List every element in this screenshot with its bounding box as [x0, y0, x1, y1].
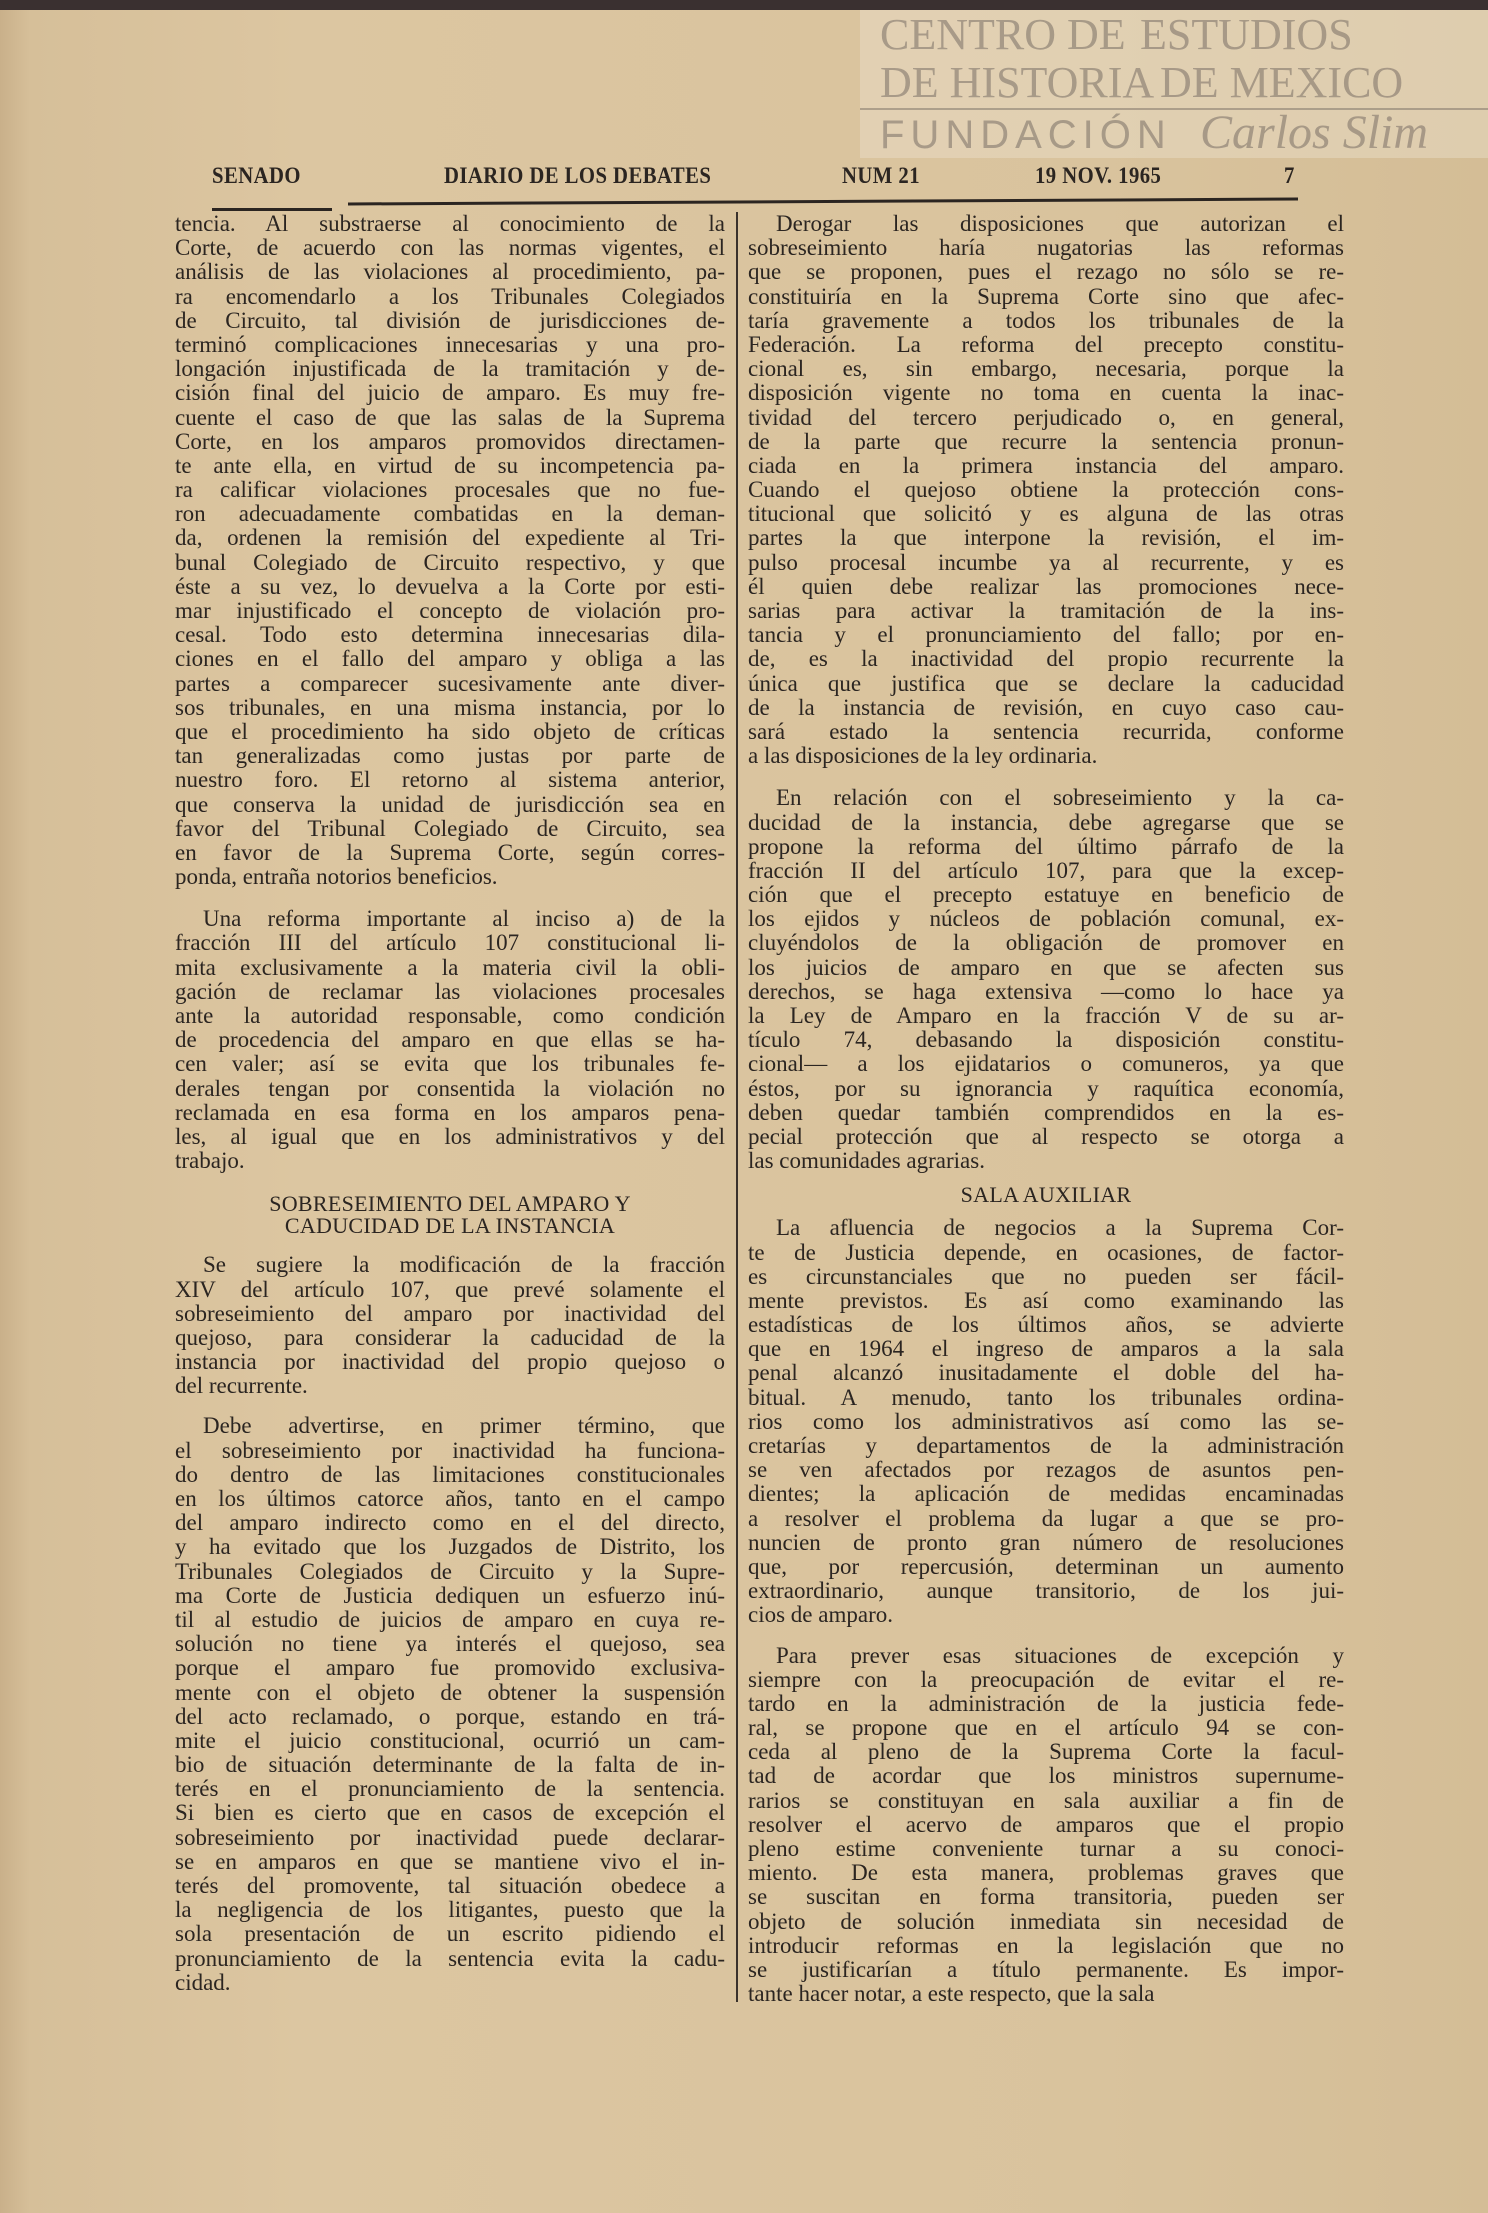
text-line: cesal. Todo esto determina innecesarias dila-: [175, 622, 725, 648]
text-line: ra encomendarlo a los Tribunales Colegiados: [175, 283, 725, 309]
text-line: pecial protección que al respecto se otorga a: [748, 1123, 1344, 1149]
text-line: tividad del tercero perjudicado o, en general,: [748, 404, 1344, 430]
text-line: tan generalizadas como justas por parte de: [175, 743, 725, 769]
header-number: NUM 21: [842, 163, 921, 188]
text-line: terés del promovente, tal situación obedece a: [175, 1873, 725, 1898]
text-line: Se sugiere la modificación de la fracción: [203, 1252, 725, 1278]
text-line: sos tribunales, en una misma instancia, por lo: [175, 694, 725, 720]
section-heading: [748, 1184, 1344, 1206]
text-line: tante hacer notar, a este respecto, que la sala: [748, 1981, 1155, 2007]
text-line: del acto reclamado, o porque, estando en trá-: [175, 1703, 725, 1729]
text-line: sarias para activar la tramitación de la ins-: [748, 598, 1344, 623]
text-line: partes a comparecer sucesivamente ante diver-: [175, 670, 725, 696]
text-line: En relación con el sobreseimiento y la ca-: [776, 785, 1344, 811]
text-line: tículo 74, debasando la disposición constitu-: [748, 1027, 1344, 1053]
text-line: disposición vigente no toma en cuenta la inac-: [748, 380, 1344, 406]
text-line: del amparo indirecto como en el del directo,: [175, 1510, 725, 1536]
text-line: en favor de la Suprema Corte, según corres-: [175, 839, 725, 865]
text-line: sobreseimiento haría nugatorias las reformas: [748, 235, 1344, 261]
text-line: Una reforma importante al inciso a) de la: [203, 906, 725, 932]
right-column: [748, 212, 1344, 2017]
text-line: éstos, por su ignorancia y raquítica economía,: [748, 1075, 1344, 1101]
text-line: mente previstos. Es así como examinando las: [748, 1287, 1344, 1313]
text-line: que se proponen, pues el rezago no sólo se re-: [748, 259, 1344, 285]
text-line: bunal Colegiado de Circuito respectivo, y que: [175, 549, 725, 575]
text-line: la negligencia de los litigantes, puesto que la: [175, 1897, 725, 1923]
text-line: penal alcanzó inusitadamente el doble del ha-: [748, 1360, 1344, 1386]
header-section: SENADO: [212, 163, 301, 188]
text-line: Tribunales Colegiados de Circuito y la Supre-: [175, 1558, 725, 1584]
text-line: mita exclusivamente a la materia civil la obli-: [175, 954, 725, 980]
text-line: porque el amparo fue promovido exclusiva-: [175, 1655, 725, 1681]
text-line: extraordinario, aunque transitorio, de los jui-: [748, 1578, 1344, 1604]
text-line: do dentro de las limitaciones constitucionales: [175, 1461, 725, 1487]
text-line: el sobreseimiento por inactividad ha funciona-: [175, 1437, 725, 1463]
text-line: cuente el caso de que las salas de la Suprema: [175, 404, 725, 430]
text-line: ron adecuadamente combatidas en la deman-: [175, 501, 725, 527]
text-line: del recurrente.: [175, 1373, 308, 1399]
text-line: rarios se constituyan en sala auxiliar a fin de: [748, 1787, 1344, 1813]
text-line: cional— a los ejidatarios o comuneros, ya que: [748, 1051, 1344, 1077]
text-line: cidad.: [175, 1969, 231, 1995]
paragraph: [175, 212, 725, 889]
header-date: 19 NOV. 1965: [1035, 163, 1162, 188]
text-line: cluyéndolos de la obligación de promover en: [748, 930, 1344, 956]
text-line: él quien debe realizar las promociones nece-: [748, 573, 1344, 599]
scan-edge: [0, 0, 1488, 10]
paragraph: [175, 907, 725, 1173]
text-line: los ejidos y núcleos de población comunal, ex-: [748, 906, 1344, 932]
text-line: XIV del artículo 107, que prevé solamente el: [175, 1276, 725, 1302]
text-line: Corte, en los amparos promovidos directamen-: [175, 428, 725, 454]
text-line: en los últimos catorce años, tanto en el campo: [175, 1486, 725, 1511]
text-line: siempre con la preocupación de evitar el re-: [748, 1666, 1344, 1692]
text-line: cretarías y departamentos de la administración: [748, 1433, 1344, 1458]
text-line: a las disposiciones de la ley ordinaria.: [748, 743, 1098, 769]
text-line: ral, se propone que en el artículo 94 se con-: [748, 1715, 1344, 1741]
text-line: Derogar las disposiciones que autorizan el: [776, 211, 1344, 236]
paragraph: [748, 1644, 1344, 2007]
header-publication: DIARIO DE LOS DEBATES: [444, 163, 712, 188]
text-line: Federación. La reforma del precepto constitu-: [748, 331, 1344, 357]
text-line: la Ley de Amparo en la fracción V de su ar-: [748, 1003, 1344, 1028]
text-line: mite el juicio constitucional, ocurrió un cam-: [175, 1727, 725, 1753]
text-line: solución no tiene ya interés el quejoso, sea: [175, 1631, 725, 1657]
text-line: gación de reclamar las violaciones procesales: [175, 978, 725, 1004]
left-column: [175, 212, 725, 2006]
text-line: Si bien es cierto que en casos de excepción el: [175, 1800, 725, 1826]
text-line: que en 1964 el ingreso de amparos a la sala: [748, 1336, 1344, 1362]
text-line: y ha evitado que los Juzgados de Distrito, los: [175, 1534, 725, 1560]
text-line: resolver el acervo de amparos que el propio: [748, 1811, 1344, 1837]
text-line: de la parte que recurre la sentencia pronun-: [748, 428, 1344, 454]
text-line: tad de acordar que los ministros supernume-: [748, 1763, 1344, 1789]
text-line: Corte, de acuerdo con las normas vigentes, el: [175, 235, 725, 261]
text-line: se en amparos en que se mantiene vivo el in-: [175, 1848, 725, 1874]
text-line: pleno estime conveniente turnar a su conoci-: [748, 1836, 1344, 1861]
text-line: rios como los administrativos así como las se-: [748, 1408, 1344, 1434]
text-line: derechos, se haga extensiva —como lo hace ya: [748, 978, 1344, 1004]
text-line: única que justifica que se declare la caducidad: [748, 670, 1344, 696]
text-line: éste a su vez, lo devuelva a la Corte por esti-: [175, 573, 725, 599]
text-line: longación injustificada de la tramitación y de-: [175, 356, 725, 382]
text-line: instancia por inactividad del propio quejoso o: [175, 1349, 725, 1375]
text-line: ma Corte de Justicia dediquen un esfuerzo inú-: [175, 1582, 725, 1608]
text-line: Cuando el quejoso obtiene la protección cons-: [748, 477, 1344, 503]
text-line: tardo en la administración de la justicia fede-: [748, 1690, 1344, 1716]
text-line: sobreseimiento por inactividad puede declarar-: [175, 1824, 725, 1850]
text-line: da, ordenen la remisión del expediente al Tri-: [175, 525, 725, 551]
text-line: cios de amparo.: [748, 1602, 893, 1628]
watermark-line-2: ESTUDIOS: [1140, 10, 1353, 59]
text-line: introducir reformas en la legislación que no: [748, 1932, 1344, 1958]
text-line: partes la que interpone la revisión, el im-: [748, 525, 1344, 551]
text-line: de Circuito, tal división de jurisdicciones de-: [175, 307, 725, 333]
text-line: La afluencia de negocios a la Suprema Cor-: [776, 1215, 1344, 1241]
text-line: fracción III del artículo 107 constitucional li-: [175, 930, 725, 956]
text-line: que, por repercusión, determinan un aumento: [748, 1553, 1344, 1579]
text-line: estadísticas de los últimos años, se advierte: [748, 1312, 1344, 1338]
text-line: ante la autoridad responsable, como condición: [175, 1003, 725, 1028]
text-line: propone la reforma del último párrafo de la: [748, 833, 1344, 859]
text-line: se justificarían a título permanente. Es impor-: [748, 1956, 1344, 1982]
text-line: ra calificar violaciones procesales que no fue-: [175, 477, 725, 503]
text-line: bio de situación determinante de la falta de in-: [175, 1752, 725, 1778]
text-line: ceda al pleno de la Suprema Corte la facul-: [748, 1739, 1344, 1765]
text-line: de la instancia de revisión, en cuyo caso cau-: [748, 694, 1344, 720]
text-line: a resolver el problema da lugar a que se pro-: [748, 1505, 1344, 1531]
heading-line: SALA AUXILIAR: [960, 1182, 1132, 1208]
text-line: nuestro foro. El retorno al sistema anterior,: [175, 767, 725, 793]
text-line: derales tengan por consentida la violación no: [175, 1075, 725, 1101]
paragraph: [748, 786, 1344, 1173]
text-line: objeto de solución inmediata sin necesidad de: [748, 1908, 1344, 1934]
text-line: tencia. Al substraerse al conocimiento de la: [175, 211, 725, 236]
text-line: taría gravemente a todos los tribunales de la: [748, 307, 1344, 333]
text-line: dientes; la aplicación de medidas encaminadas: [748, 1481, 1344, 1507]
text-line: pronunciamiento de la sentencia evita la cadu-: [175, 1945, 725, 1971]
text-line: te ante ella, en virtud de su incompetencia pa-: [175, 452, 725, 478]
text-line: miento. De esta manera, problemas graves que: [748, 1860, 1344, 1886]
text-line: que conserva la unidad de jurisdicción sea en: [175, 791, 725, 817]
text-line: pulso procesal incumbe ya al recurrente, y es: [748, 549, 1344, 575]
heading-line: SOBRESEIMIENTO DEL AMPARO Y: [269, 1191, 631, 1217]
paragraph: [748, 212, 1344, 768]
text-line: til al estudio de juicios de amparo en cuya re-: [175, 1606, 725, 1632]
column-divider: [736, 212, 738, 2002]
text-line: cional es, sin embargo, necesaria, porque la: [748, 356, 1344, 382]
watermark-signature: Carlos Slim: [1200, 106, 1429, 159]
text-line: mente con el objeto de obtener la suspensión: [175, 1679, 725, 1705]
text-line: los juicios de amparo en que se afecten sus: [748, 954, 1344, 980]
watermark-line-1: CENTRO DE: [880, 10, 1126, 59]
text-line: terminó complicaciones innecesarias y una pro-: [175, 331, 725, 357]
text-line: se ven afectados por rezagos de asuntos pen-: [748, 1457, 1344, 1483]
text-line: Para prever esas situaciones de excepción y: [776, 1642, 1344, 1668]
text-line: cisión final del juicio de amparo. Es muy fre-: [175, 380, 725, 406]
paragraph: [175, 1253, 725, 1398]
text-line: favor del Tribunal Colegiado de Circuito, sea: [175, 815, 725, 841]
text-line: sola presentación de un escrito pidiendo el: [175, 1921, 725, 1947]
text-line: titucional que solicitó y es alguna de las otras: [748, 501, 1344, 527]
text-line: de procedencia del amparo en que ellas se ha-: [175, 1027, 725, 1053]
text-line: ción que el precepto estatuye en beneficio de: [748, 882, 1344, 908]
text-line: de, es la inactividad del propio recurrente la: [748, 646, 1344, 672]
text-line: les, al igual que en los administrativos y del: [175, 1123, 725, 1149]
text-line: deben quedar también comprendidos en la es-: [748, 1099, 1344, 1125]
text-line: terés en el pronunciamiento de la sentencia.: [175, 1776, 725, 1802]
header-page-number: 7: [1284, 163, 1295, 188]
paragraph: [748, 1216, 1344, 1627]
watermark-line-4: DE MEXICO: [1160, 58, 1404, 107]
watermark-line-3: DE HISTORIA: [880, 58, 1155, 107]
text-line: sará estado la sentencia recurrida, conforme: [748, 718, 1344, 744]
text-line: que el procedimiento ha sido objeto de críticas: [175, 718, 725, 744]
text-line: es circunstanciales que no pueden ser fácil-: [748, 1263, 1344, 1289]
text-line: análisis de las violaciones al procedimiento, pa-: [175, 259, 725, 285]
watermark-foundation: FUNDACIÓN: [880, 113, 1172, 157]
text-line: fracción II del artículo 107, para que la excep-: [748, 857, 1344, 883]
text-line: ciada en la primera instancia del amparo.: [748, 452, 1344, 478]
text-line: se suscitan en forma transitoria, pueden ser: [748, 1884, 1344, 1910]
text-line: trabajo.: [175, 1148, 245, 1174]
section-heading: [175, 1193, 725, 1237]
text-line: ciones en el fallo del amparo y obliga a las: [175, 646, 725, 672]
text-line: ducidad de la instancia, debe agregarse que se: [748, 809, 1344, 835]
text-line: te de Justicia depende, en ocasiones, de factor-: [748, 1239, 1344, 1265]
heading-line: CADUCIDAD DE LA INSTANCIA: [284, 1213, 616, 1239]
text-line: cen valer; así se evita que los tribunales fe-: [175, 1051, 725, 1077]
header-rule-long: [348, 198, 1298, 206]
text-line: las comunidades agrarias.: [748, 1148, 985, 1174]
text-line: constituiría en la Suprema Corte sino que afec-: [748, 283, 1344, 309]
text-line: tancia y el pronunciamiento del fallo; por en-: [748, 622, 1344, 648]
text-line: mar injustificado el concepto de violación pro-: [175, 598, 725, 623]
text-line: reclamada en esa forma en los amparos pena-: [175, 1099, 725, 1125]
text-line: nuncien de pronto gran número de resoluciones: [748, 1529, 1344, 1555]
text-line: quejoso, para considerar la caducidad de la: [175, 1324, 725, 1350]
text-line: sobreseimiento del amparo por inactividad del: [175, 1300, 725, 1326]
text-line: bitual. A menudo, tanto los tribunales ordina-: [748, 1384, 1344, 1410]
text-line: ponda, entraña notorios beneficios.: [175, 864, 498, 890]
paragraph: [175, 1414, 725, 1995]
text-line: Debe advertirse, en primer término, que: [203, 1413, 725, 1439]
